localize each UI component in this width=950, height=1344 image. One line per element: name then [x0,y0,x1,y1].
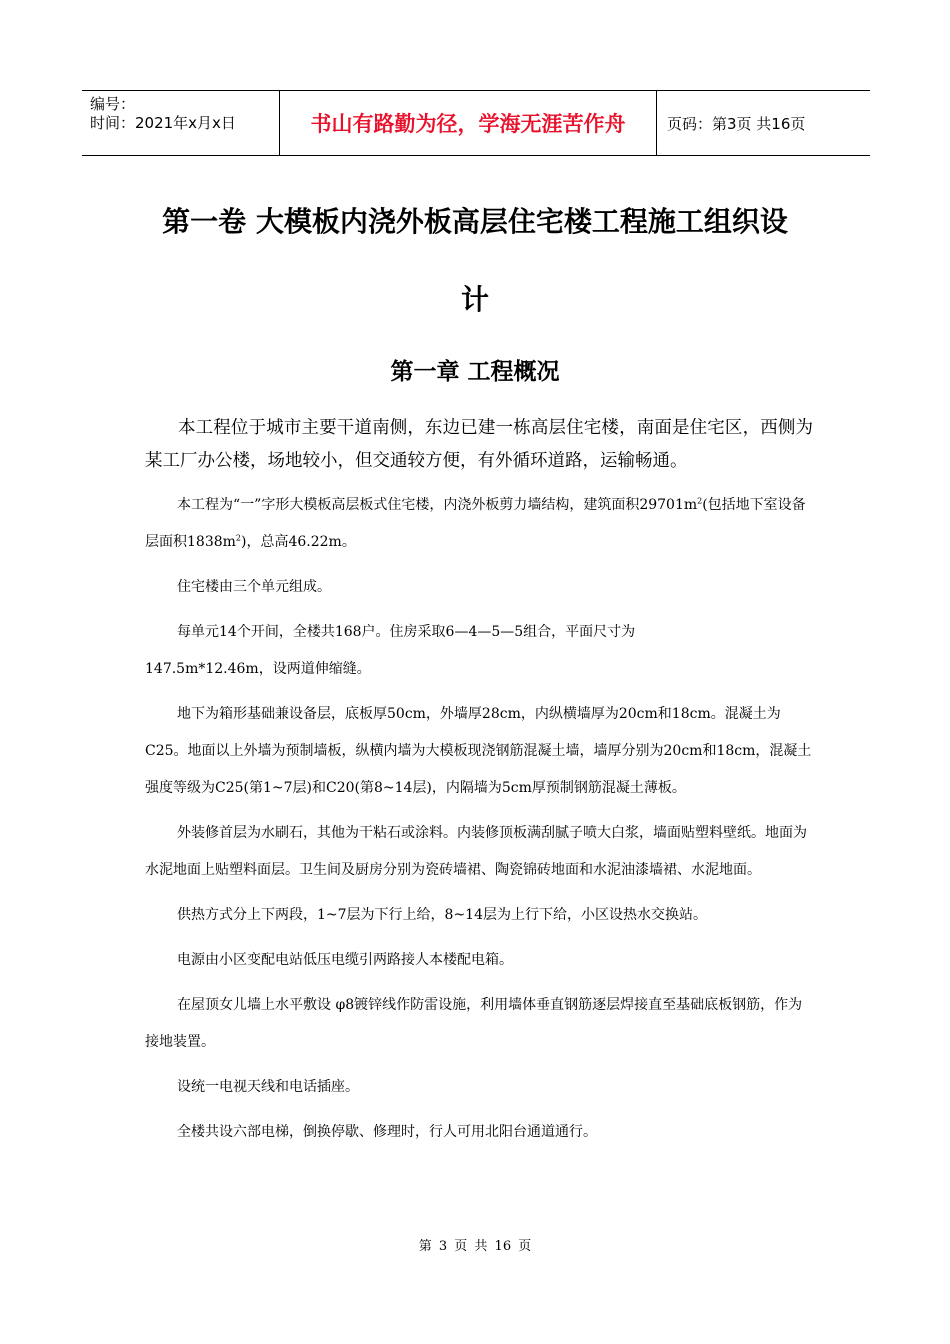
header-info-cell [82,91,280,155]
paragraph-decoration: 外装修首层为水刷石，其他为干粘石或涂料。内装修顶板满刮腻子喷大白浆，墙面贴塑料壁纸。地面为水泥地面上贴塑料面层。卫生间及厨房分别为瓷砖墙裙、陶瓷锦砖地面和水泥油漆墙裙、水泥地面。 [145,825,807,878]
paragraph-structure: 地下为箱形基础兼设备层，底板厚50cm，外墙厚28cm，内纵横墙厚为20cm和18cm。混凝土为C25。地面以上外墙为预制墙板，纵横内墙为大模板现浇钢筋混凝土墙，墙厚分别为20cm和18cm，混凝土强度等级为C25(第1~7层)和C20(第8~14层)，内隔墙为5cm厚预制钢筋混凝土薄板。 [145,706,812,796]
paragraph-power: 电源由小区变配电站低压电缆引两路接人本楼配电箱。 [177,952,513,968]
paragraph-lightning: 在屋顶女儿墙上水平敷设 φ8镀锌线作防雷设施，利用墙体垂直钢筋逐层焊接直至基础底板钢筋，作为接地装置。 [145,997,803,1050]
chapter-heading: 第一章 工程概况 [390,359,560,385]
superscript-2: 2 [697,496,703,506]
number-label: 编号： [90,95,136,113]
document-title-line2: 计 [460,283,489,316]
paragraph-heating: 供热方式分上下两段，1~7层为下行上给，8~14层为上行下给，小区设热水交换站。 [177,907,707,923]
paragraph-dimensions: 147.5m*12.46m，设两道伸缩缝。 [145,661,371,677]
motto: 书山有路勤为径，学海无涯苦作舟 [280,91,657,155]
superscript-2b: 2 [235,533,241,543]
page-info: 页码：第3页 共16页 [667,114,806,133]
paragraph-tv: 设统一电视天线和电话插座。 [177,1079,359,1095]
header-table [82,90,870,156]
page-footer: 第 3 页 共 16 页 [418,1239,532,1254]
body-text [145,412,813,1151]
overview-part3: )，总高46.22m。 [241,534,356,550]
time-label: 时间：2021年x月x日 [90,114,236,132]
paragraph-location: 本工程位于城市主要干道南侧，东边已建一栋高层住宅楼，南面是住宅区，西侧为某工厂办公楼，场地较小，但交通较方便，有外循环道路，运输畅通。 [145,418,813,471]
paragraph-elevator: 全楼共设六部电梯，倒换停歇、修理时，行人可用北阳台通道通行。 [177,1124,597,1140]
paragraph-units: 住宅楼由三个单元组成。 [177,579,331,595]
paragraph-rooms: 每单元14个开间，全楼共168户。住房采取6—4—5—5组合，平面尺寸为 [177,624,636,640]
overview-part2: (包括地下室设备层面积1838m [145,497,806,550]
overview-part1: 本工程为“一”字形大模板高层板式住宅楼，内浇外板剪力墙结构，建筑面积29701m [177,497,698,513]
document-title-line1: 第一卷 大模板内浇外板高层住宅楼工程施工组织设 [162,205,788,238]
paragraph-overview [145,487,813,561]
